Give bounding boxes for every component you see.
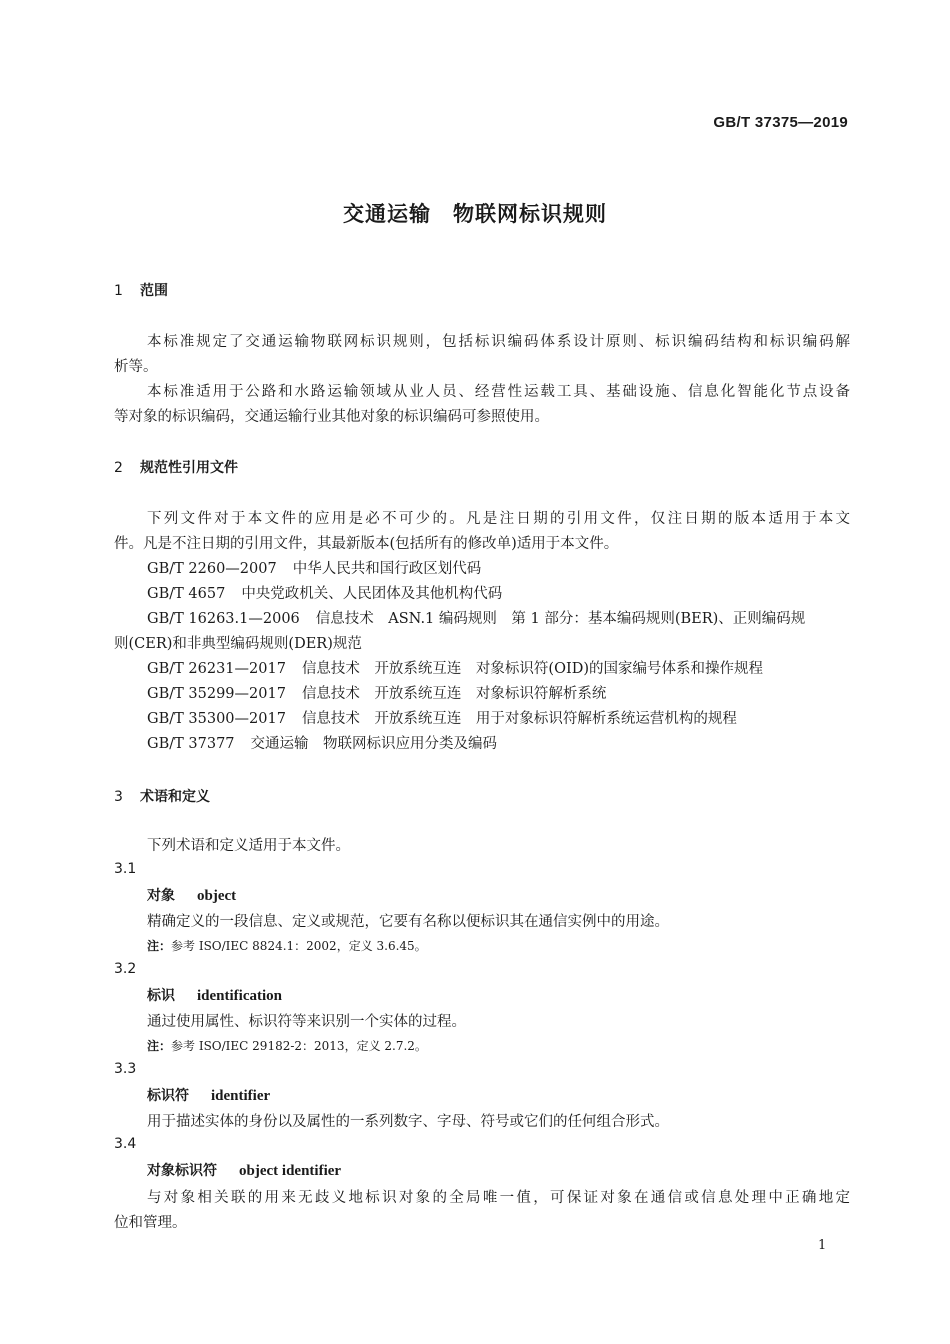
- term-chinese: 对象: [147, 888, 175, 904]
- reference-title: 信息技术 开放系统互连 用于对象标识符解析系统运营机构的规程: [301, 711, 737, 727]
- reference-code: GB/T 26231—2017: [147, 661, 286, 677]
- document-title: 交通运输 物联网标识规则: [343, 202, 607, 226]
- term-number: 3.4: [114, 1136, 137, 1152]
- term-chinese: 标识: [147, 988, 175, 1004]
- term-chinese: 标识符: [147, 1088, 189, 1104]
- term-chinese: 对象标识符: [147, 1163, 217, 1179]
- reference-title: 信息技术 开放系统互连 对象标识符解析系统: [301, 686, 607, 702]
- term-definition: 精确定义的一段信息、定义或规范，它要有名称以便标识其在通信实例中的用途。: [147, 914, 669, 930]
- term-number: 3.2: [114, 961, 137, 977]
- term-definition: 位和管理。: [114, 1215, 187, 1231]
- term-note: [147, 937, 427, 954]
- reference-title: 交通运输 物联网标识应用分类及编码: [250, 736, 498, 752]
- term-number: 3.1: [114, 861, 137, 877]
- standard-code: GB/T 37375—2019: [713, 114, 848, 131]
- paragraph-line: 本标准规定了交通运输物联网标识规则，包括标识编码体系设计原则、标识编码结构和标识编码解: [147, 334, 850, 350]
- section-title: 规范性引用文件: [140, 460, 238, 476]
- paragraph-line: 件。凡是不注日期的引用文件，其最新版本(包括所有的修改单)适用于本文件。: [114, 536, 619, 552]
- paragraph-line: 析等。: [114, 359, 158, 375]
- note-text: 参考 ISO/IEC 8824.1：2002，定义 3.6.45。: [171, 939, 427, 953]
- paragraph-line: 下列文件对于本文件的应用是必不可少的。凡是注日期的引用文件，仅注日期的版本适用于本文: [147, 511, 850, 527]
- term-heading: [147, 1085, 270, 1105]
- section-3-heading: [114, 786, 210, 806]
- term-heading: [147, 985, 282, 1005]
- reference-title: 信息技术 开放系统互连 对象标识符(OID)的国家编号体系和操作规程: [301, 661, 763, 677]
- reference-item: [147, 607, 805, 628]
- term-definition: 通过使用属性、标识符等来识别一个实体的过程。: [147, 1014, 466, 1030]
- paragraph-line: 下列术语和定义适用于本文件。: [147, 838, 350, 854]
- reference-item: [147, 732, 497, 753]
- reference-code: GB/T 37377: [147, 736, 235, 752]
- reference-code: GB/T 35299—2017: [147, 686, 286, 702]
- paragraph-line: 等对象的标识编码，交通运输行业其他对象的标识编码可参照使用。: [114, 409, 549, 425]
- term-number: 3.3: [114, 1061, 137, 1077]
- section-title: 术语和定义: [140, 789, 210, 805]
- note-text: 参考 ISO/IEC 29182-2：2013，定义 2.7.2。: [171, 1039, 427, 1053]
- term-english: identifier: [211, 1088, 271, 1104]
- reference-continuation: 则(CER)和非典型编码规则(DER)规范: [114, 636, 362, 652]
- section-2-heading: [114, 457, 238, 477]
- reference-item: [147, 657, 763, 678]
- note-label: 注：: [147, 1039, 172, 1053]
- section-1-heading: [114, 280, 168, 300]
- term-heading: [147, 885, 236, 905]
- reference-item: [147, 582, 502, 603]
- term-english: object: [197, 888, 237, 904]
- section-number: 1: [114, 283, 123, 299]
- section-title: 范围: [140, 283, 168, 299]
- section-number: 3: [114, 789, 123, 805]
- term-definition: 用于描述实体的身份以及属性的一系列数字、字母、符号或它们的任何组合形式。: [147, 1114, 669, 1130]
- note-label: 注：: [147, 939, 172, 953]
- reference-code: GB/T 4657: [147, 586, 226, 602]
- term-definition: 与对象相关联的用来无歧义地标识对象的全局唯一值，可保证对象在通信或信息处理中正确地定: [147, 1190, 850, 1206]
- reference-item: [147, 707, 737, 728]
- reference-code: GB/T 35300—2017: [147, 711, 286, 727]
- paragraph-line: 本标准适用于公路和水路运输领域从业人员、经营性运载工具、基础设施、信息化智能化节点设备: [147, 384, 850, 400]
- term-english: identification: [197, 988, 282, 1004]
- section-number: 2: [114, 460, 123, 476]
- reference-item: [147, 682, 606, 703]
- term-heading: [147, 1160, 341, 1180]
- reference-item: [147, 557, 481, 578]
- reference-title: 信息技术 ASN.1 编码规则 第 1 部分：基本编码规则(BER)、正则编码规: [315, 611, 806, 627]
- reference-code: GB/T 16263.1—2006: [147, 611, 300, 627]
- term-note: [147, 1037, 427, 1054]
- reference-title: 中央党政机关、人民团体及其他机构代码: [241, 586, 503, 602]
- page-number: 1: [818, 1238, 827, 1253]
- term-english: object identifier: [239, 1163, 342, 1179]
- reference-code: GB/T 2260—2007: [147, 561, 277, 577]
- reference-title: 中华人民共和国行政区划代码: [292, 561, 482, 577]
